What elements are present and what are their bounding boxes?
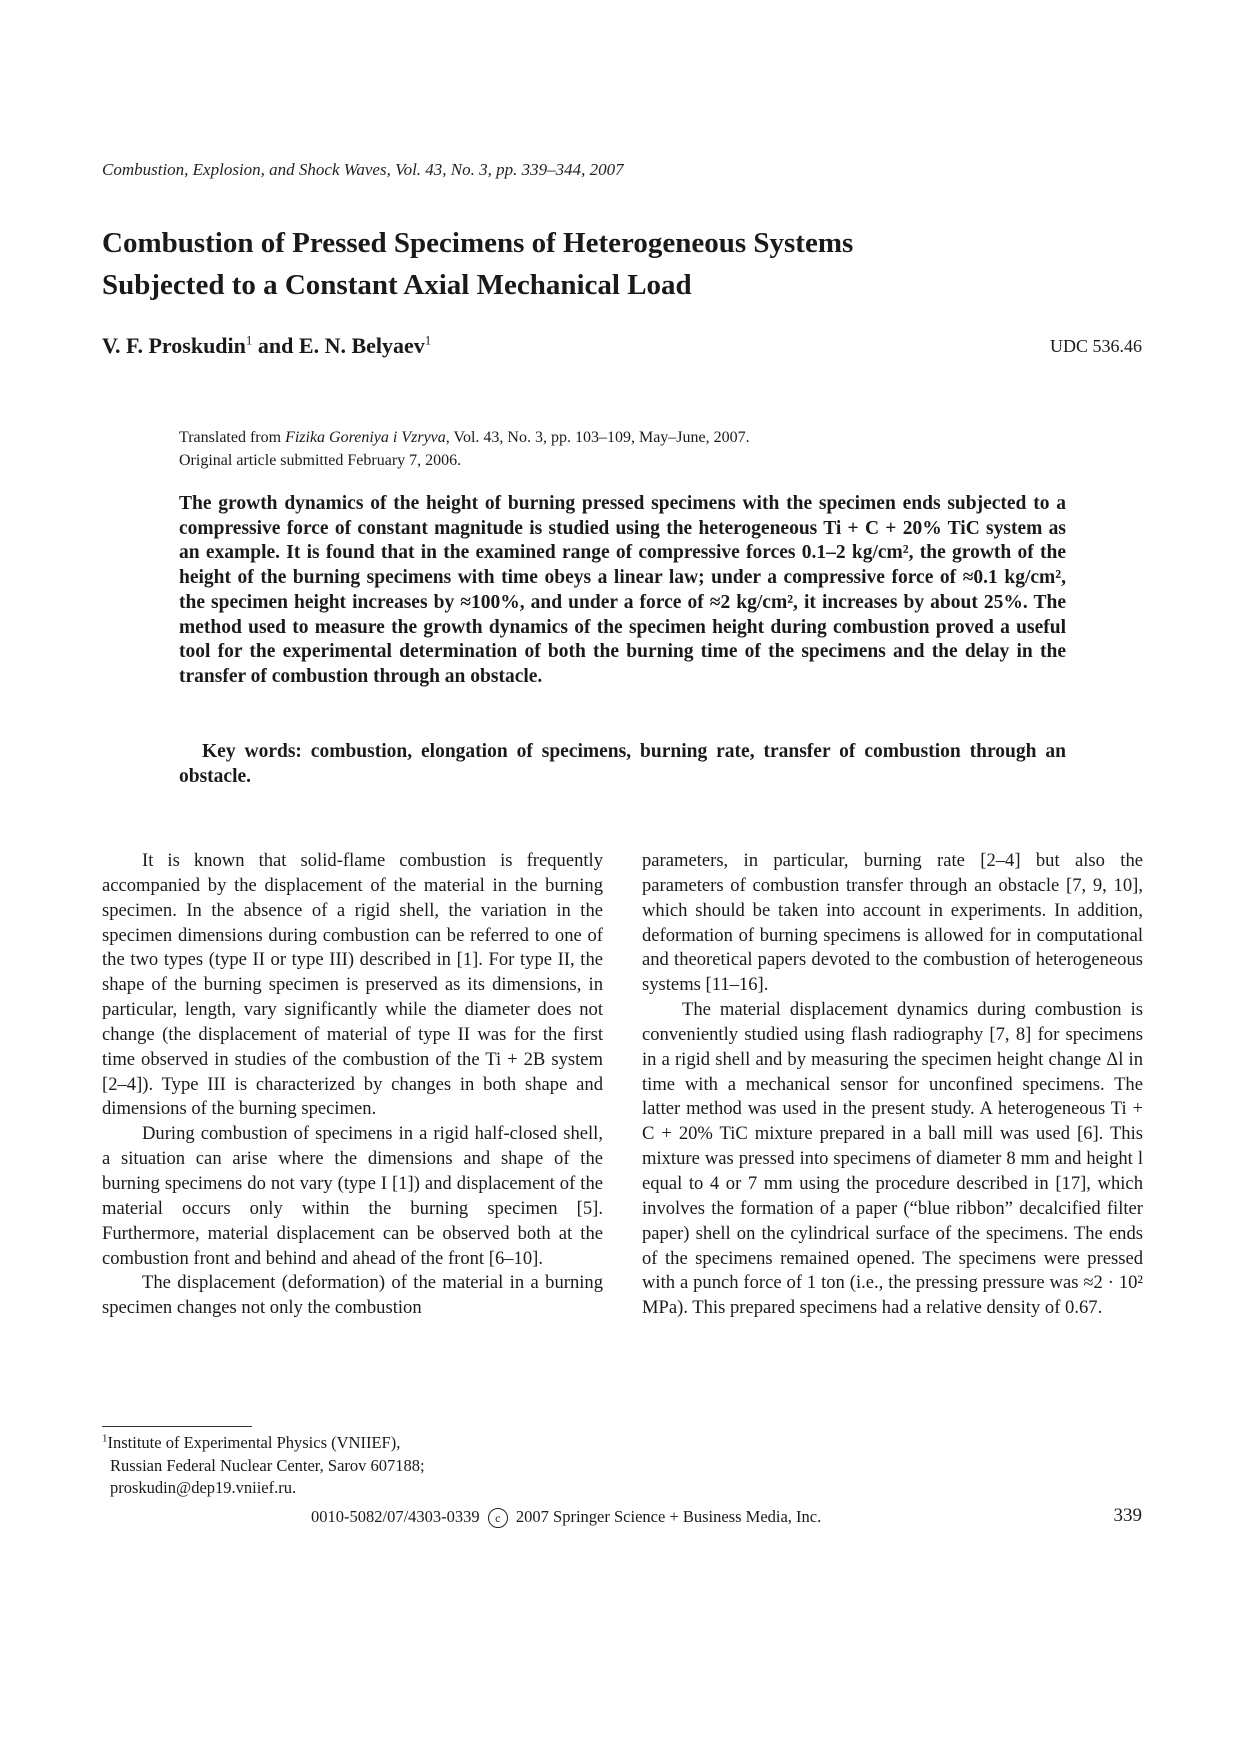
- issn-code: 0010-5082/07/4303-0339: [311, 1507, 480, 1526]
- affiliation-institute: Institute of Experimental Physics (VNIIEF),: [107, 1433, 401, 1452]
- copyright-holder: 2007 Springer Science + Business Media, Inc.: [515, 1507, 822, 1526]
- body-column-left: [102, 849, 603, 1321]
- translation-note: [179, 426, 1079, 472]
- page-number: 339: [1113, 1505, 1142, 1526]
- affiliation-email: proskudin@dep19.vniief.ru.: [110, 1478, 297, 1497]
- copyright-icon: c: [488, 1508, 508, 1528]
- translated-prefix: Translated from: [179, 429, 286, 446]
- footnote-divider: [102, 1426, 252, 1427]
- body-column-right: [642, 849, 1143, 1321]
- article-title: [102, 222, 1142, 306]
- paragraph: parameters, in particular, burning rate [2–4] but also the parameters of combustion transfer through an obstacle [7, 9, 10], which should be taken into account in experiments. In addition, deformation of burning specimens is allowed for in computational and theoretical papers devoted to the combustion of heterogeneous systems [11–16].: [642, 850, 1143, 996]
- footnote: [102, 1432, 425, 1500]
- abstract: The growth dynamics of the height of burning pressed specimens with the specimen ends subjected to a compressive force of constant magnitude is studied using the heterogeneous Ti + C + 20% TiC system as an example. It is found that in the examined range of compressive forces 0.1–2 kg/cm², the growth of the height of the burning specimens with time obeys a linear law; under a compressive force of ≈0.1 kg/cm², the specimen height increases by ≈100%, and under a force of ≈2 kg/cm², it increases by about 25%. The method used to measure the growth dynamics of the specimen height during combustion proved a useful tool for the experimental determination of both the burning time of the specimens and the delay in the transfer of combustion through an obstacle.: [179, 493, 1066, 687]
- journal-citation: Combustion, Explosion, and Shock Waves, Vol. 43, No. 3, pp. 339–344, 2007: [102, 160, 624, 179]
- translated-suffix: , Vol. 43, No. 3, pp. 103–109, May–June, 2007.: [445, 429, 750, 446]
- paragraph: During combustion of specimens in a rigid half-closed shell, a situation can arise where the dimensions and shape of the burning specimens do not vary (type I [1]) and displacement of the material occurs only within the burning specimen [5]. Furthermore, material displacement can be observed both at the combustion front and behind and ahead of the front [6–10].: [102, 1123, 603, 1269]
- paragraph: The material displacement dynamics during combustion is conveniently studied using flash radiography [7, 8] for specimens in a rigid shell and by measuring the specimen height change Δl in time with a mechanical sensor for unconfined specimens. The latter method was used in the present study. A heterogeneous Ti + C + 20% TiC mixture prepared in a ball mill was used [6]. This mixture was pressed into specimens of diameter 8 mm and height l equal to 4 or 7 mm using the procedure described in [17], which involves the formation of a paper (“blue ribbon” decalcified filter paper) shell on the cylindrical surface of the specimens. The ends of the specimens remained opened. The specimens were pressed with a punch force of 1 ton (i.e., the pressing pressure was ≈2 · 10² MPa). This prepared specimens had a relative density of 0.67.: [642, 999, 1143, 1319]
- title-line-2: Subjected to a Constant Axial Mechanical Load: [102, 269, 692, 301]
- udc-code: UDC 536.46: [1049, 336, 1142, 356]
- author-1-affiliation: 1: [245, 332, 253, 348]
- footnote-line-1: [102, 1432, 425, 1455]
- paragraph: It is known that solid-flame combustion is frequently accompanied by the displacement of the material in the burning specimen. In the absence of a rigid shell, the variation in the specimen dimensions during combustion can be referred to one of the two types (type II or type III) described in [1]. For type II, the shape of the burning specimen is preserved as its dimensions, in particular, length, vary significantly while the diameter does not change (the displacement of material of type II was for the first time observed in studies of the combustion of the Ti + 2B system [2–4]). Type III is characterized by changes in both shape and dimensions of the burning specimen.: [102, 850, 603, 1120]
- author-2: E. N. Belyaev: [298, 333, 425, 358]
- copyright-line: [311, 1507, 821, 1528]
- translated-from: [179, 426, 1079, 449]
- submitted-date: Original article submitted February 7, 2006.: [179, 452, 462, 469]
- affiliation-center: Russian Federal Nuclear Center, Sarov 607188;: [110, 1455, 425, 1475]
- author-2-affiliation: 1: [424, 332, 432, 348]
- footnote-marker: 1: [102, 1432, 108, 1445]
- paragraph: The displacement (deformation) of the material in a burning specimen changes not only the combustion: [102, 1272, 603, 1319]
- author-1: V. F. Proskudin: [102, 333, 246, 358]
- title-line-1: Combustion of Pressed Specimens of Heterogeneous Systems: [102, 227, 854, 259]
- authors: [102, 333, 431, 359]
- original-journal: Fizika Goreniya i Vzryva: [285, 429, 446, 446]
- author-conjunction: and: [252, 333, 299, 358]
- keywords: Key words: combustion, elongation of specimens, burning rate, transfer of combustion through an obstacle.: [179, 741, 1066, 787]
